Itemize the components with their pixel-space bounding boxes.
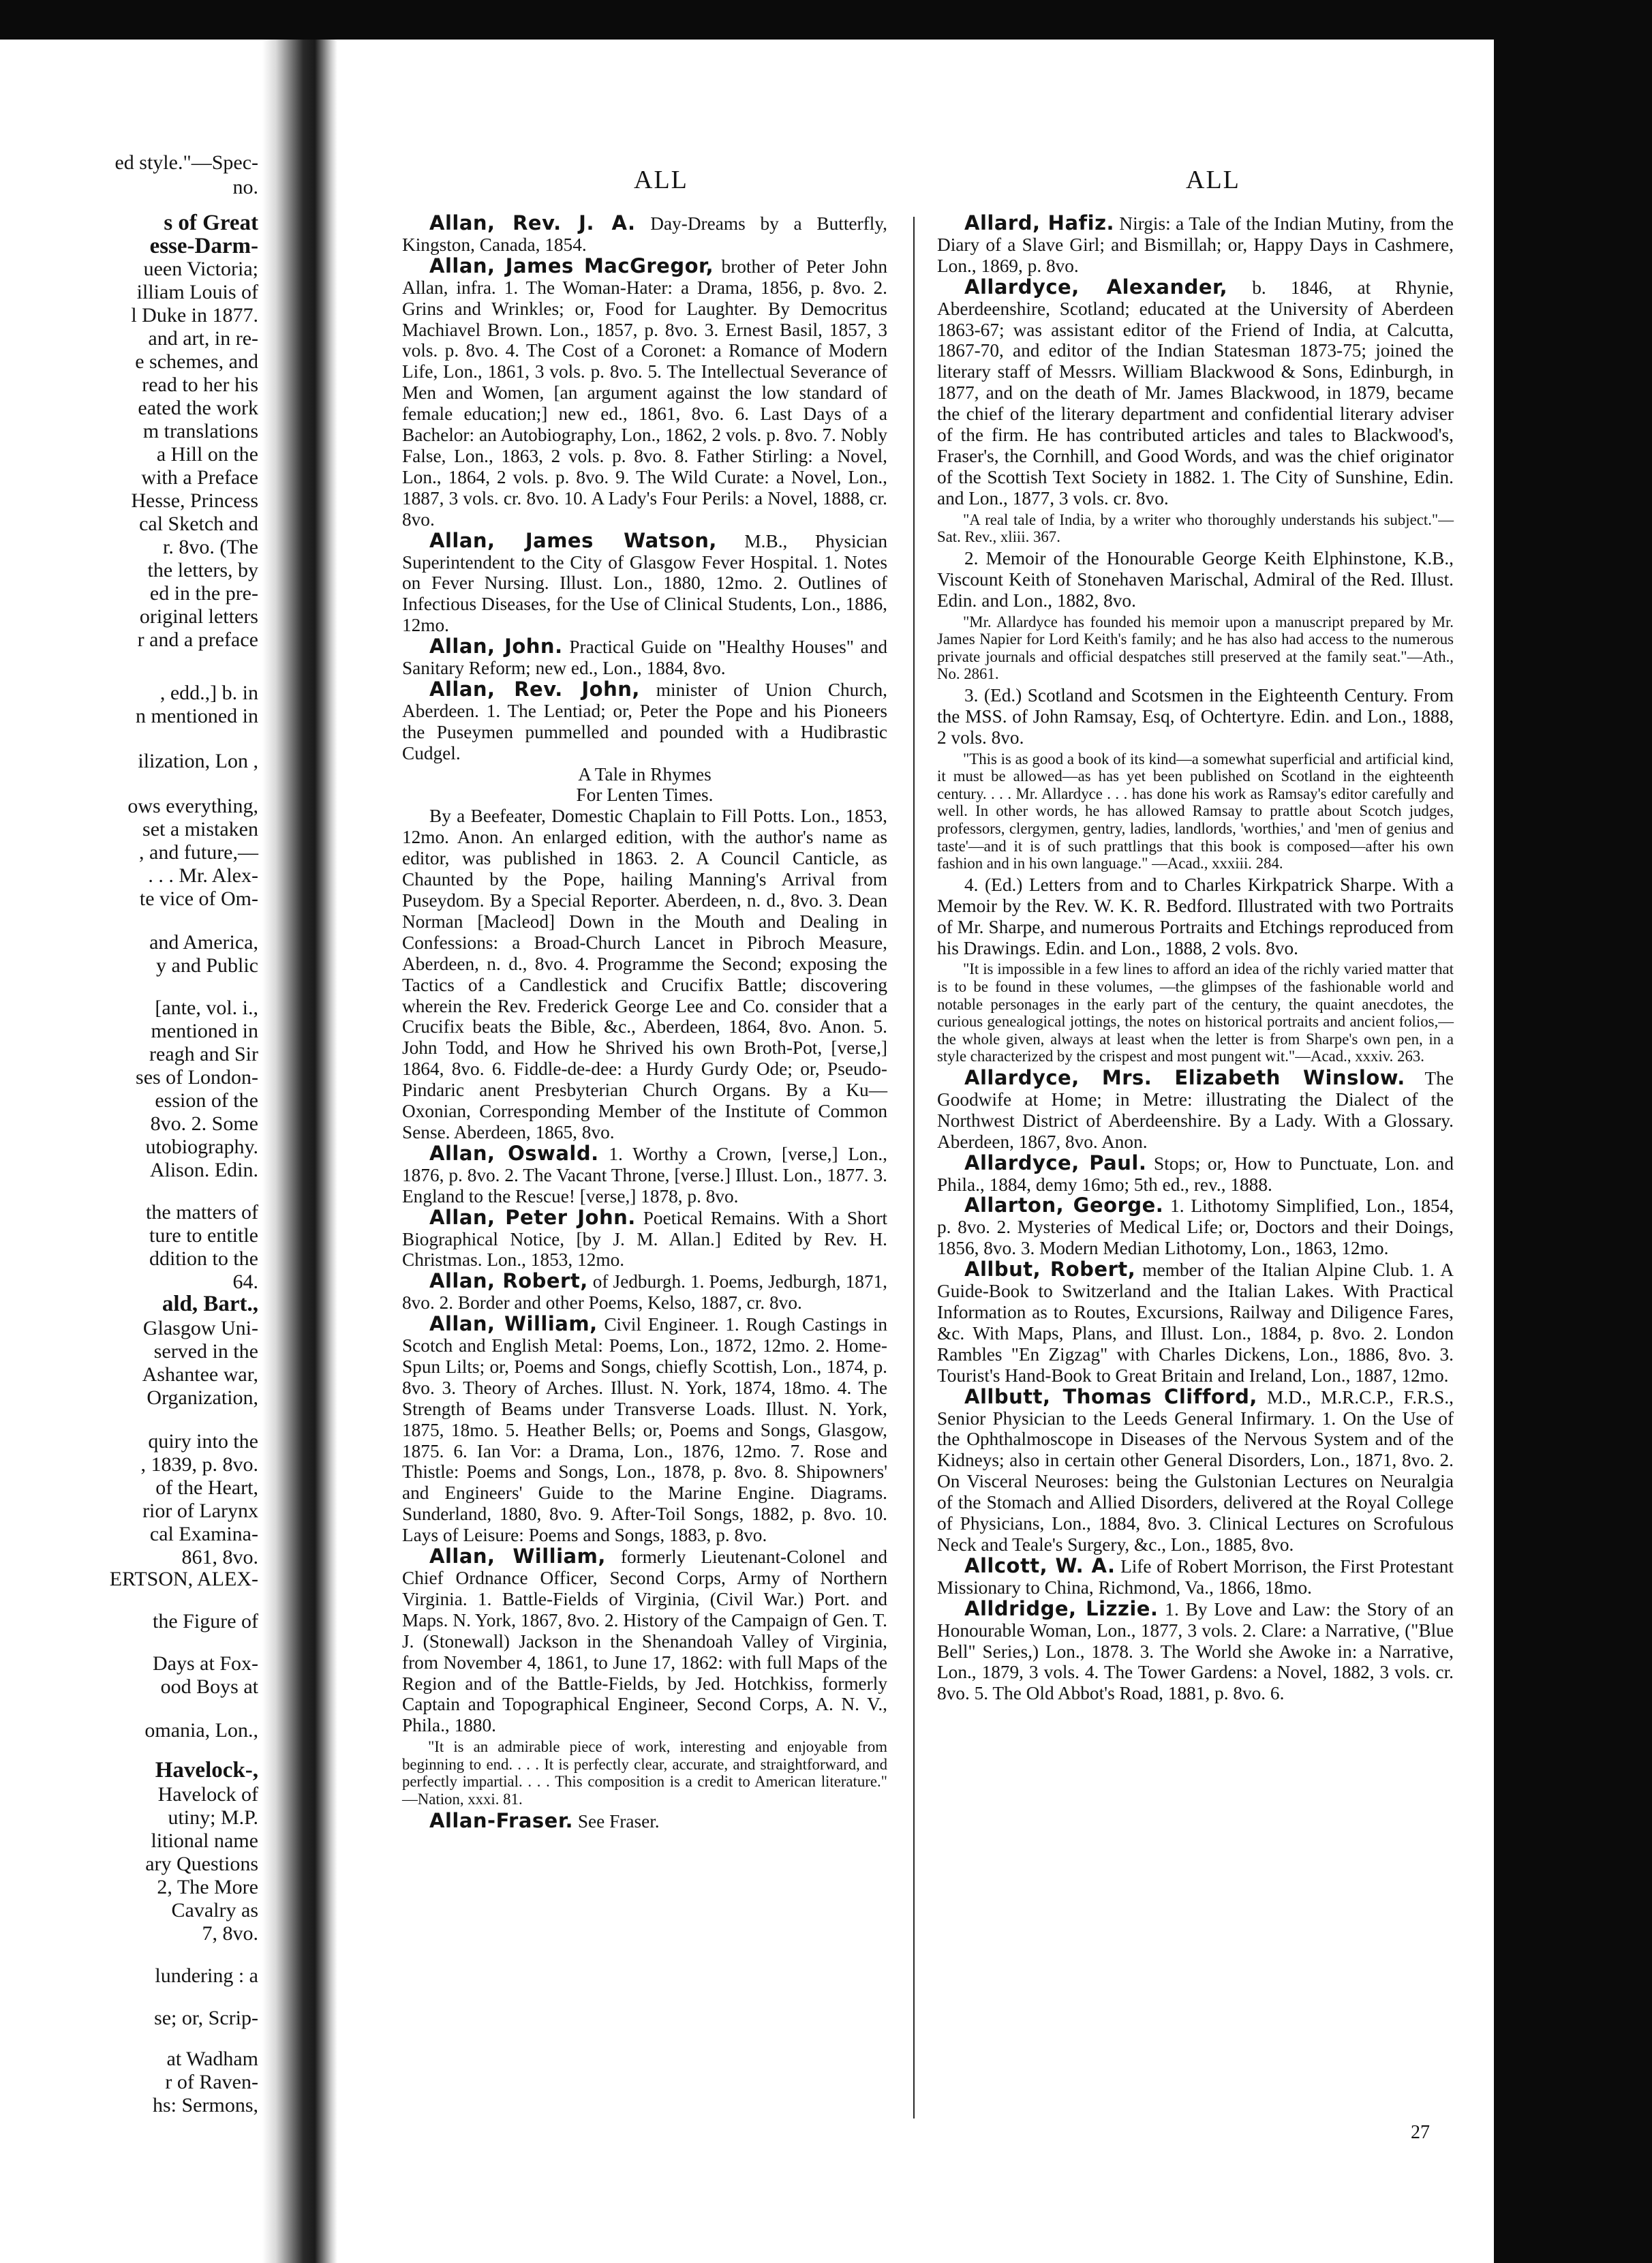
facing-page-line: , 1839, p. 8vo. [140, 1453, 258, 1476]
entry-heading: Allan, William, [429, 1312, 598, 1336]
facing-page-line: Cavalry as [171, 1899, 258, 1922]
facing-page-line: ilization, Lon , [138, 750, 258, 772]
entry-heading: Allan, William, [429, 1545, 606, 1568]
facing-page-line: e schemes, and [135, 350, 258, 373]
entry-heading: Allan, James MacGregor, [429, 254, 714, 277]
dictionary-entry [402, 213, 887, 256]
entry-text: 1. Lithotomy Simplified, Lon., 1854, p. 8vo. 2. Mysteries of Medical Life; or, Doctors and their Doings, 1856, 8vo. 3. Modern Median Lithotomy, Lon., 1863, 12mo. [937, 1196, 1454, 1259]
facing-page-line: lundering : a [155, 1964, 258, 1987]
entry-text: Life of Robert Morrison, the First Protestant Missionary to China, Richmond, Va., 1866, 18mo. [937, 1555, 1454, 1598]
scan-top-border [0, 0, 1652, 40]
dictionary-entry [402, 1207, 887, 1271]
running-head-left: ALL [634, 166, 688, 194]
facing-page-line: the letters, by [147, 559, 258, 581]
running-head-right: ALL [1186, 166, 1240, 194]
review-quotation: "A real tale of India, by a writer who thoroughly understands his subject."—Sat. Rev., xliii. 367. [937, 511, 1454, 546]
facing-page-line: and art, in re- [148, 327, 258, 350]
dictionary-entry [402, 1546, 887, 1736]
entry-heading: Allard, Hafiz. [964, 211, 1114, 234]
facing-page-line: Havelock-, [155, 1758, 258, 1782]
entry-heading: Allan-Fraser. [429, 1808, 574, 1832]
entry-continuation: 2. Memoir of the Honourable George Keith Elphinstone, K.B., Viscount Keith of Stonehaven Marischal, Admiral of the Red. Illust. Edin. and Lon., 1882, 8vo. [937, 547, 1454, 611]
facing-page-line: Days at Fox- [153, 1652, 258, 1675]
dictionary-entry [402, 530, 887, 637]
entry-heading: Allbutt, Thomas Clifford, [964, 1384, 1257, 1408]
facing-page-line: mentioned in [151, 1020, 258, 1042]
entry-heading: Allardyce, Paul. [964, 1151, 1147, 1174]
facing-page-line: utiny; M.P. [168, 1806, 258, 1829]
entry-text: 1. By Love and Law: the Story of an Honourable Woman, Lon., 1877, 3 vols. 2. Clare: a Narrative, ("Blue Bell" Series,) Lon., 1878. 3. The World she Awoke in: a Narrative, Lon., 1879, 3 vols. 4. The Tower Gardens: a Novel, 1882, 3 vols. cr. 8vo. 5. The Old Abbot's Road, 1881, p. 8vo. 6. [937, 1598, 1454, 1704]
entry-heading: Allan, John. [429, 635, 563, 658]
facing-page-line: ERTSON, ALEX- [109, 1568, 258, 1590]
dictionary-entry [402, 636, 887, 679]
facing-page-line: ses of London- [136, 1066, 258, 1089]
dictionary-entry [937, 1598, 1454, 1705]
facing-page-line: , and future,— [139, 841, 258, 864]
facing-page-fragment [0, 40, 262, 2263]
facing-page-line: s of Great [164, 211, 258, 235]
facing-page-line: at Wadham [166, 2048, 258, 2070]
entry-text: Day-Dreams by a Butterfly, Kingston, Canada, 1854. [402, 213, 887, 255]
facing-page-line: esse-Darm- [149, 234, 258, 258]
dictionary-entry [402, 256, 887, 530]
dictionary-entry [402, 1810, 887, 1832]
entry-text: Civil Engineer. 1. Rough Castings in Scotch and English Metal: Poems, Lon., 1872, 12mo. 2. Home-Spun Lilts; or, Poems and Songs, chiefly Scottish, Lon., 1874, p. 8vo. 3. Theory of Arches. Illust. N. York, 1874, 18mo. 4. The Strength of Beams under Transverse Loads. Illust. N. York, 1875, 18mo. 5. Heather Bells; or, Poems and Songs, Glasgow, 1875. 6. Ian Vor: a Drama, Lon., 1876, 12mo. 7. Rose and Thistle: Poems and Songs, Lon., 1878, p. 8vo. 8. Shipowners' and Engineers' Guide to the Marine Engine. Diagrams. Sunderland, 1880, 8vo. 9. After-Toil Songs, 1882, p. 8vo. 10. Lays of Leisure: Poems and Songs, 1883, p. 8vo. [402, 1314, 887, 1546]
facing-page-line: ood Boys at [160, 1675, 258, 1698]
facing-page-line: rior of Larynx [142, 1500, 258, 1522]
facing-page-line: cal Examina- [149, 1523, 258, 1545]
facing-page-line: r and a preface [137, 628, 258, 651]
entry-continuation: 4. (Ed.) Letters from and to Charles Kirkpatrick Sharpe. With a Memoir by the Rev. W. K. R. Bedford. Illustrated with two Portraits of Mr. Sharpe, and numerous Portraits and Etchings reproduced from his Drawings. Edin. and Lon., 1888, 2 vols. 8vo. [937, 874, 1454, 958]
facing-page-line: original letters [139, 605, 258, 628]
entry-text: M.B., Physician Superintendent to the City of Glasgow Fever Hospital. 1. Notes on Fever Nursing. Illust. Lon., 1880, 12mo. 2. Outlines of Infectious Diseases, for the Use of Clinical Students, Lon., 1886, 12mo. [402, 530, 887, 636]
entry-text: 1. Worthy a Crown, [verse,] Lon., 1876, p. 8vo. 2. The Vacant Throne, [verse.] Illust. Lon., 1877. 3. England to the Rescue! [verse,] 1878, p. 8vo. [402, 1143, 887, 1206]
entry-heading: Allardyce, Alexander, [964, 275, 1228, 299]
entry-heading: Allan, Rev. J. A. [429, 211, 636, 234]
facing-page-line: ed style."—Spec- [114, 151, 258, 174]
facing-page-line: ald, Bart., [162, 1292, 258, 1316]
dictionary-entry [937, 1386, 1454, 1555]
entry-text: minister of Union Church, Aberdeen. 1. The Lentiad; or, Peter the Pope and his Pioneers the Puseymen pummelled and pounded with a Hudibrastic Cudgel. [402, 679, 888, 763]
left-column [402, 213, 887, 1832]
entry-heading: Alldridge, Lizzie. [964, 1596, 1159, 1620]
facing-page-line: cal Sketch and [139, 513, 258, 535]
dictionary-entry [937, 1067, 1454, 1153]
facing-page-line: 2, The More [157, 1876, 258, 1898]
dictionary-entry [402, 1313, 887, 1546]
facing-page-line: Havelock of [157, 1783, 258, 1806]
facing-page-line: Glasgow Uni- [142, 1317, 258, 1339]
review-quotation: "Mr. Allardyce has founded his memoir upon a manuscript prepared by Mr. James Napier for Lord Keith's family; and he has also had access to the numerous private journals and official despatches still preserved at the family seat."—Ath., No. 2861. [937, 613, 1454, 683]
facing-page-line: ows everything, [127, 795, 258, 817]
facing-page-line: ary Questions [145, 1853, 258, 1875]
facing-page-line: no. [232, 176, 258, 198]
entry-text: Poetical Remains. With a Short Biographical Notice, [by J. M. Allan.] Edited by Rev. H. Christmas. Lon., 1853, 12mo. [402, 1207, 887, 1271]
entry-heading: Allcott, W. A. [964, 1553, 1116, 1577]
facing-page-line: se; or, Scrip- [154, 2007, 258, 2029]
facing-page-line: the Figure of [153, 1610, 258, 1632]
dictionary-entry [937, 213, 1454, 277]
entry-text: M.D., M.R.C.P., F.R.S., Senior Physician to the Leeds General Infirmary. 1. On the Use of the Ophthalmoscope in Diseases of the Nervous System and of the Kidneys; also in certain other General Disorders, Lon., 1871, 8vo. 2. On Visceral Neuroses: being the Gulstonian Lectures on Neuralgia of the Stomach and Allied Disorders, delivered at the Royal College of Physicians, Lon., 1884, 8vo. 3. Clinical Lectures on Scrofulous Neck and Teale's Surgery, &c., Lon., 1885, 8vo. [937, 1386, 1454, 1555]
entry-continuation: 3. (Ed.) Scotland and Scotsmen in the Eighteenth Century. From the MSS. of John Ramsay, Esq, of Ochtertyre. Edin. and Lon., 1888, 2 vols. 8vo. [937, 684, 1454, 748]
facing-page-line: with a Preface [141, 466, 258, 489]
facing-page-line: Hesse, Princess [131, 489, 258, 512]
review-quotation: "It is impossible in a few lines to afford an idea of the richly varied matter that is to be found in these volumes, —the glimpses of the fashionable world and notable personages in the early part of the century, the quaint anecdotes, the curious genealogical jottings, the notes on historical portraits and ancient folios,—the whole given, always at least when the letter is from Sharpe's own pen, in a style characterized by the crispest and most pungent wit."—Acad., xxxiv. 263. [937, 960, 1454, 1065]
entry-text: formerly Lieutenant-Colonel and Chief Ordnance Officer, Second Corps, Army of Northern Virginia. 1. Battle-Fields of Virginia, (Civil War.) Port. and Maps. N. York, 1867, 8vo. 2. History of the Campaign of Gen. T. J. (Stonewall) Jackson in the Shenandoah Valley of Virginia, from November 4, 1861, to June 17, 1862: with full Maps of the Region and of the Battle-Fields, by Jed. Hotchkiss, formerly Captain and Topographical Engineer, Second Corps, A. N. V., Phila., 1880. [402, 1547, 887, 1736]
centered-subtitle: A Tale in Rhymes [578, 763, 712, 785]
entry-text: The Goodwife at Home; in Metre: illustrating the Dialect of the Northwest District of Aberdeenshire. By a Lady. With a Glossary. Aberdeen, 1867, 8vo. Anon. [937, 1068, 1454, 1152]
facing-page-line: and America, [149, 931, 258, 954]
dictionary-entry [937, 1259, 1454, 1386]
facing-page-line: m translations [142, 420, 258, 442]
facing-page-line: litional name [151, 1829, 258, 1852]
facing-page-line: Organization, [147, 1386, 258, 1409]
facing-page-line: set a mistaken [142, 818, 258, 840]
facing-page-line: eated the work [138, 397, 258, 419]
dictionary-entry [402, 1271, 887, 1313]
review-quotation: "It is an admirable piece of work, interesting and enjoyable from beginning to end. . . . It is perfectly clear, accurate, and straightforward, and perfectly impartial. . . . This composition is a credit to American literature." —Nation, xxxi. 81. [402, 1738, 887, 1808]
facing-page-line: l Duke in 1877. [131, 304, 258, 326]
dictionary-entry [937, 1153, 1454, 1196]
dictionary-entry [402, 1143, 887, 1207]
scan-right-border [1494, 0, 1652, 2263]
entry-text: Practical Guide on "Healthy Houses" and Sanitary Reform; new ed., Lon., 1884, 8vo. [402, 637, 887, 679]
facing-page-line: served in the [153, 1340, 258, 1363]
facing-page-line: hs: Sermons, [152, 2094, 258, 2116]
dictionary-entry [937, 1555, 1454, 1598]
facing-page-line: te vice of Om- [139, 887, 258, 910]
facing-page-line: read to her his [142, 374, 258, 396]
facing-page-line: quiry into the [148, 1430, 258, 1453]
entry-text: Nirgis: a Tale of the Indian Mutiny, from the Diary of a Slave Girl; and Bismillah; or, Happy Days in Cashmere, Lon., 1869, p. 8vo. [937, 213, 1454, 276]
facing-page-line: a Hill on the [156, 443, 258, 466]
facing-page-line: . . . Mr. Alex- [148, 864, 258, 887]
entry-heading: Allan, Oswald. [429, 1141, 599, 1165]
facing-page-line: 861, 8vo. [181, 1546, 258, 1568]
facing-page-line: r of Raven- [165, 2071, 258, 2093]
facing-page-line: omania, Lon., [144, 1719, 258, 1742]
page-number: 27 [1411, 2122, 1430, 2143]
facing-page-line: [ante, vol. i., [155, 997, 258, 1019]
facing-page-line: ed in the pre- [149, 582, 258, 605]
dictionary-entry [937, 277, 1454, 509]
facing-page-line: Alison. Edin. [149, 1159, 258, 1181]
entry-heading: Allan, James Watson, [429, 528, 717, 552]
entry-text: Stops; or, How to Punctuate, Lon. and Phila., 1884, demy 16mo; 5th ed., rev., 1888. [937, 1153, 1454, 1195]
facing-page-line: reagh and Sir [149, 1043, 258, 1065]
facing-page-line: of the Heart, [155, 1476, 258, 1499]
facing-page-line: illiam Louis of [136, 281, 258, 303]
entry-text: See Fraser. [573, 1810, 660, 1832]
facing-page-line: 8vo. 2. Some [150, 1112, 258, 1135]
facing-page-line: ueen Victoria; [143, 258, 258, 280]
facing-page-line: utobiography. [145, 1136, 258, 1158]
entry-continuation: By a Beefeater, Domestic Chaplain to Fill Potts. Lon., 1853, 12mo. Anon. An enlarged edition, with the author's name as editor, was published in 1863. 2. A Council Canticle, as Chaunted by the Pope, hailing Manning's Arrival from Puseydom. By a Special Reporter. Aberdeen, n. d., 8vo. 3. Dean Norman [Macleod] Down in the Mouth and Dealing in Confessions: a Broad-Church Lancet in Pibroch Measure, Aberdeen, n. d., 8vo. 4. Programme the Second; exposing the Tactics of a Candlestick and Crucifix Battle; discovering wherein the Rev. Frederick George Lee and Co. consider that a Crucifix beats the Bible, &c., Aberdeen, 1864, 8vo. Anon. 5. John Todd, and How he Shrived his own Broth-Pot, [verse,] 1864, 8vo. 6. Fiddle-de-dee: a Hurdy Gurdy Ode; or, Pseudo-Pindaric anent Presbyterian Church Organs. By a Ku— Oxonian, Corresponding Member of the Institute of Common Sense. Aberdeen, 1865, 8vo. [402, 806, 887, 1142]
entry-text: b. 1846, at Rhynie, Aberdeenshire, Scotland; educated at the University of Aberdeen 1863-67; was assistant editor of the Friend of India, at Calcutta, 1867-70, and editor of the Indian Statesman 1873-75; joined the literary staff of Messrs. William Blackwood & Sons, Edinburgh, in 1877, and on the death of Mr. James Blackwood, in 1879, became the chief of the literary department and confidential literary adviser of the firm. He has contributed articles and tales to Blackwood's, Fraser's, the Cornhill, and Good Words, and was the chief originator of the Scottish Text Society in 1882. 1. The City of Sunshine, Edin. and Lon., 1877, 3 vols. cr. 8vo. [937, 277, 1454, 508]
entry-heading: Allardyce, Mrs. Elizabeth Winslow. [964, 1066, 1405, 1090]
facing-page-line: 7, 8vo. [202, 1922, 258, 1945]
facing-page-line: 64. [232, 1271, 258, 1293]
review-quotation: "This is as good a book of its kind—a somewhat superficial and artificial kind, it must be allowed—as has yet been published on Scotland in the eighteenth century. . . . Mr. Allardyce . . . has done his work as Ramsay's editor carefully and well. In other words, he has allowed Ramsay to prattle about Scotch judges, professors, clergymen, gentry, ladies, landlords, 'worthies,' and 'men of genius and taste'—and it is of such prattlings that this book is composed—after his own fashion and in his own language." —Acad., xxxiii. 284. [937, 750, 1454, 872]
entry-text: brother of Peter John Allan, infra. 1. The Woman-Hater: a Drama, 1856, p. 8vo. 2. Grins and Wrinkles; or, Food for Laughter. By Democritus Machiavel Brown. Lon., 1857, p. 8vo. 3. Ernest Basil, 1857, 3 vols. p. 8vo. 4. The Cost of a Coronet: a Romance of Modern Life, Lon., 1861, 3 vols. p. 8vo. 5. The Intellectual Severance of Men and Women, [an argument against the low standard of female education;] new ed., 1861, 8vo. 6. Last Days of a Bachelor: an Autobiography, Lon., 1862, 2 vols. p. 8vo. 7. Nobly False, Lon., 1863, 2 vols. p. 8vo. 8. Father Stirling: a Novel, Lon., 1864, 2 vols. p. 8vo. 9. The Wild Curate: a Novel, Lon., 1887, 3 vols. cr. 8vo. 10. A Lady's Four Perils: a Novel, 1888, cr. 8vo. [402, 256, 888, 530]
dictionary-entry [937, 1195, 1454, 1259]
facing-page-line: Ashantee war, [142, 1363, 258, 1386]
facing-page-line: the matters of [146, 1201, 258, 1224]
book-gutter [262, 40, 337, 2263]
facing-page-line: , edd.,] b. in [159, 682, 258, 704]
facing-page-line: ession of the [155, 1089, 258, 1112]
right-column [937, 213, 1454, 1704]
dictionary-entry [402, 679, 887, 764]
facing-page-line: y and Public [156, 954, 258, 977]
entry-heading: Allan, Robert, [429, 1269, 588, 1293]
entry-heading: Allarton, George. [964, 1194, 1164, 1217]
entry-heading: Allbut, Robert, [964, 1258, 1136, 1281]
entry-heading: Allan, Rev. John, [429, 677, 640, 701]
entry-heading: Allan, Peter John. [429, 1205, 636, 1229]
facing-page-line: n mentioned in [136, 705, 258, 727]
facing-page-line: ddition to the [149, 1247, 258, 1270]
facing-page-line: r. 8vo. (The [163, 536, 258, 558]
centered-subtitle: For Lenten Times. [576, 785, 714, 806]
entry-text: member of the Italian Alpine Club. 1. A Guide-Book to Switzerland and the Italian Lakes. With Practical Information as to Routes, Excursions, Railway and Diligence Fares, &c. With Maps, Plans, and Illust. Lon., 1884, p. 8vo. 2. London Rambles "En Zigzag" with Charles Dickens, Lon., 1886, 8vo. 3. Tourist's Hand-Book to Great Britain and Ireland, Lon., 1887, 12mo. [937, 1260, 1454, 1386]
column-divider [913, 217, 915, 2118]
facing-page-line: ture to entitle [149, 1224, 258, 1247]
entry-text: of Jedburgh. 1. Poems, Jedburgh, 1871, 8vo. 2. Border and other Poems, Kelso, 1887, cr. 8vo. [402, 1271, 887, 1313]
